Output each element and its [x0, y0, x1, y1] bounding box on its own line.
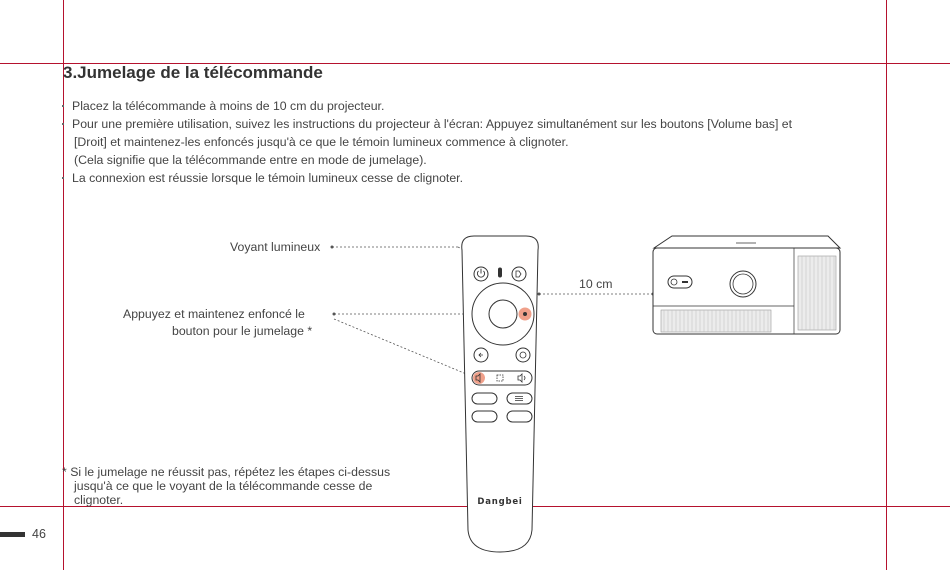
page-number: 46	[32, 527, 46, 541]
projector	[653, 236, 840, 334]
pairing-button-label-line2: bouton pour le jumelage *	[172, 324, 313, 338]
instruction-item: Pour une première utilisation, suivez les instructions du projecteur à l'écran: Appuyez simultanément sur les boutons [Volume bas] et	[62, 115, 882, 133]
projector-grille-side	[798, 256, 836, 330]
footnote-line: * Si le jumelage ne réussit pas, répétez les étapes ci-dessus	[62, 465, 391, 479]
pairing-button-label-line1: Appuyez et maintenez enfoncé le	[123, 307, 305, 321]
pairing-leader-line-lower	[334, 319, 476, 378]
indicator-leader-dot	[331, 246, 334, 249]
footnote-line: clignoter.	[74, 493, 124, 507]
instruction-item: La connexion est réussie lorsque le témoin lumineux cesse de clignoter.	[62, 169, 882, 187]
remote-brand-logo: Dangbei	[477, 497, 523, 507]
instruction-item: Placez la télécommande à moins de 10 cm du projecteur.	[62, 97, 882, 115]
instruction-continuation: (Cela signifie que la télécommande entre en mode de jumelage).	[74, 153, 427, 167]
projector-top	[654, 236, 840, 248]
footnote-line: jusqu'à ce que le voyant de la télécommande cesse de	[74, 479, 373, 493]
distance-label: 10 cm	[579, 277, 613, 291]
indicator-light	[499, 268, 502, 277]
indicator-light-label: Voyant lumineux	[230, 240, 321, 254]
page-number-bar	[0, 532, 25, 537]
pairing-leader-dot	[333, 313, 336, 316]
instruction-continuation: [Droit] et maintenez-les enfoncés jusqu'à ce que le témoin lumineux commence à clignoter.	[74, 135, 569, 149]
footnote	[62, 465, 442, 507]
section-title: 3.Jumelage de la télécommande	[63, 63, 323, 82]
volume-down-highlight	[473, 372, 485, 384]
distance-leader-dot-start	[538, 293, 541, 296]
